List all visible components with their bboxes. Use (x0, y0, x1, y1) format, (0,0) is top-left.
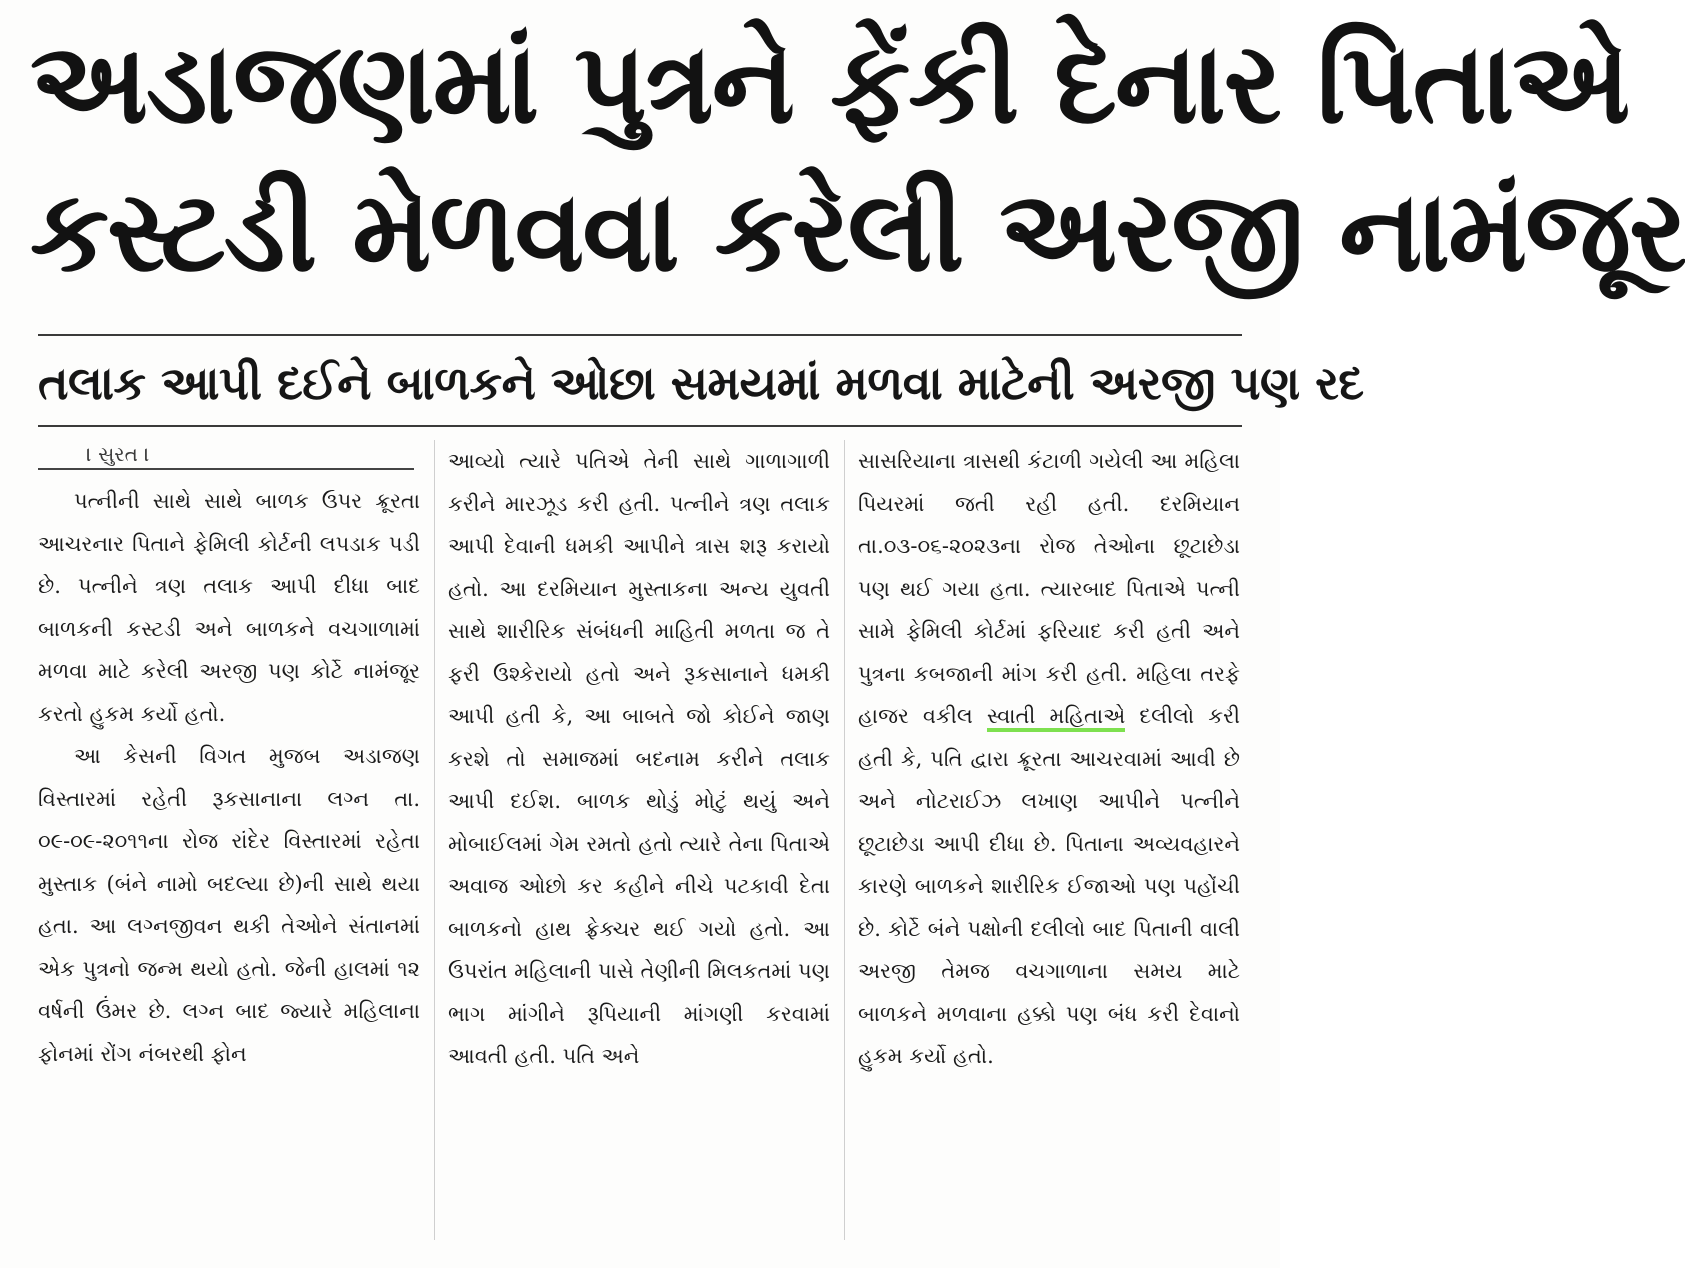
article-column-2 (448, 440, 830, 1245)
article-column-1 (38, 440, 420, 1245)
article-column-3 (858, 440, 1240, 1245)
article-text: સાસરિયાના ત્રાસથી કંટાળી ગયેલી આ મહિલા પિયરમાં જતી રહી હતી. દરમિયાન તા.૦૩-૦૬-૨૦૨૩ના રોજ તેઓના છૂટાછેડા પણ થઈ ગયા હતા. ત્યારબાદ પિતાએ પત્ની સામે ફેમિલી કોર્ટમાં ફરિયાદ કરી હતી અને પુત્રના કબજાની માંગ કરી હતી. મહિલા તરફે હાજર વકીલ (858, 449, 1240, 728)
highlighted-lawyer-name: સ્વાતી મહિતાએ (987, 704, 1125, 732)
article-paragraph (858, 440, 1240, 1078)
article-text: દલીલો કરી હતી કે, પતિ દ્વારા ક્રૂરતા આચરવામાં આવી છે અને નોટરાઈઝ લખાણ આપીને પત્નીને છૂટાછેડા આપી દીધા છે. પિતાના અવ્યવહારને કારણે બાળકને શારીરિક ઈજાઓ પણ પહોંચી છે. કોર્ટે બંને પક્ષોની દલીલો બાદ પિતાની વાલી અરજી તેમજ વચગાળાના સમય માટે બાળકને મળવાના હક્કો પણ બંધ કરી દેવાનો હુકમ કર્યો હતો. (858, 704, 1240, 1068)
dateline-block (38, 440, 420, 470)
headline-line-2: કસ્ટડી મેળવવા કરેલી અરજી નામંજૂર (30, 167, 1685, 297)
column-divider (434, 440, 435, 1240)
dateline: । સુરત । (86, 442, 150, 466)
article-paragraph: પત્નીની સાથે સાથે બાળક ઉપર ક્રૂરતા આચરનાર પિતાને ફેમિલી કોર્ટની લપડાક પડી છે. પત્નીને ત્રણ તલાક આપી દીધા બાદ બાળકની કસ્ટડી અને બાળકને વચગાળામાં મળવા માટે કરેલી અરજી પણ કોર્ટે નામંજૂર કરતો હુકમ કર્યો હતો. (38, 489, 420, 726)
article-paragraph: આ કેસની વિગત મુજબ અડાજણ વિસ્તારમાં રહેતી રૂકસાનાના લગ્ન તા. ૦૯-૦૯-૨૦૧૧ના રોજ રાંદેર વિસ્તારમાં રહેતા મુસ્તાક (બંને નામો બદલ્યા છે)ની સાથે થયા હતા. આ લગ્નજીવન થકી તેઓને સંતાનમાં એક પુત્રનો જન્મ થયો હતો. જેની હાલમાં ૧૨ વર્ષની ઉંમર છે. લગ્ન બાદ જ્યારે મહિલાના ફોનમાં રોંગ નંબરથી ફોન (38, 744, 420, 1066)
subheadline: તલાક આપી દઈને બાળકને ઓછા સમયમાં મળવા માટેની અરજી પણ રદ (38, 356, 1364, 410)
dateline-rule (38, 468, 414, 470)
subheadline-bottom-rule (38, 425, 1242, 427)
headline-line-1: અડાજણમાં પુત્રને ફેંકી દેનાર પિતાએ (30, 19, 1629, 149)
article-paragraph: આવ્યો ત્યારે પતિએ તેની સાથે ગાળાગાળી કરીને મારઝૂડ કરી હતી. પત્નીને ત્રણ તલાક આપી દેવાની ધમકી આપીને ત્રાસ શરૂ કરાયો હતો. આ દરમિયાન મુસ્તાકના અન્ય યુવતી સાથે શારીરિક સંબંધની માહિતી મળતા જ તે ફરી ઉશ્કેરાયો હતો અને રૂકસાનાને ધમકી આપી હતી કે, આ બાબતે જો કોઈને જાણ કરશે તો સમાજમાં બદનામ કરીને તલાક આપી દઈશ. બાળક થોડું મોટું થયું અને મોબાઈલમાં ગેમ રમતો હતો ત્યારે તેના પિતાએ અવાજ ઓછો કર કહીને નીચે પટકાવી દેતા બાળકનો હાથ ફ્રેક્ચર થઈ ગયો હતો. આ ઉપરાંત મહિલાની પાસે તેણીની મિલકતમાં પણ ભાગ માંગીને રૂપિયાની માંગણી કરવામાં આવતી હતી. પતિ અને (448, 449, 830, 1068)
column-divider (844, 440, 845, 1240)
subheadline-top-rule (38, 334, 1242, 336)
